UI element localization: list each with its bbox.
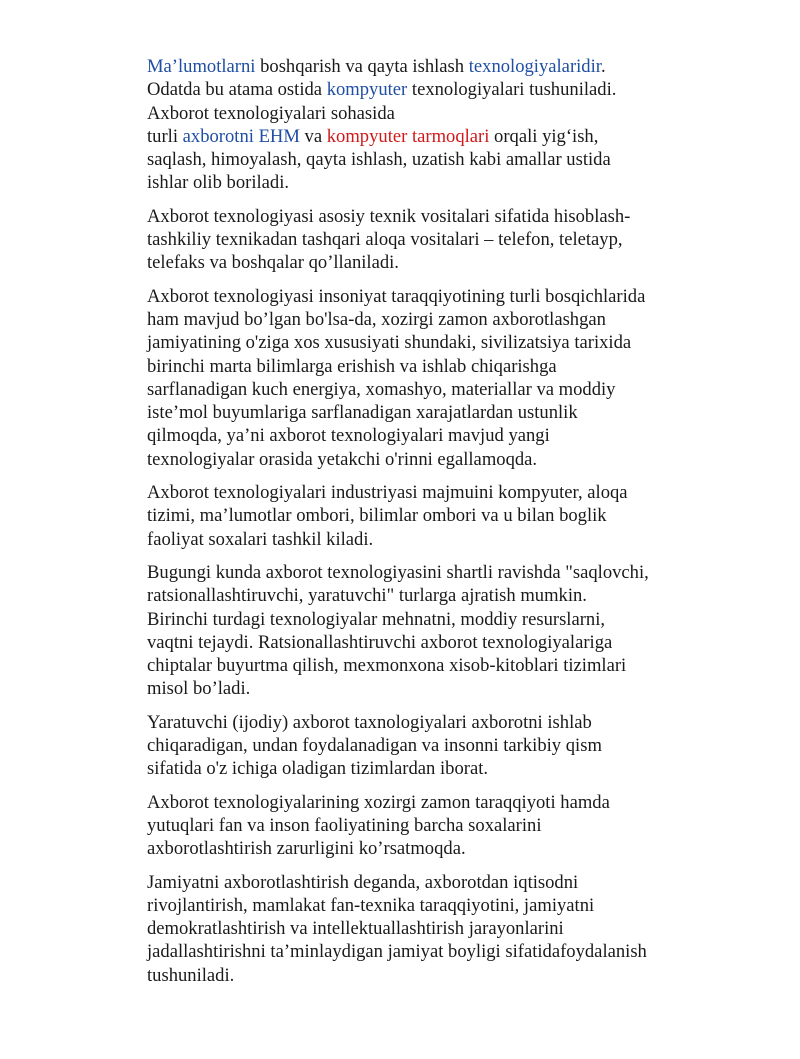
text-line: Birinchi turdagi texnologiyalar mehnatni, moddiy resurslarni, — [147, 608, 606, 630]
text-line: iste’mol buyumlariga sarflanadigan xarajatlardan ustunlik — [147, 402, 578, 424]
text-line: tashkiliy texnikadan tashqari aloqa vositalari – telefon, teletayp, — [147, 229, 623, 251]
text-line: Axborot texnologiyalarining xozirgi zamon taraqqiyoti hamda — [147, 791, 610, 813]
text-line: demokratlashtirish va intellektuallashtirish jarayonlarini — [147, 918, 564, 940]
text-line: sarflanadigan kuch energiya, xomashyo, materiallar va moddiy — [147, 378, 616, 400]
text-line: jadallashtirishni ta’minlaydigan jamiyat boyligi sifatidafoydalanish — [147, 941, 647, 963]
text-line: texnologiyalar orasida yetakchi o'rinni egallamoqda. — [147, 448, 538, 470]
link-ehm[interactable]: EHM — [258, 125, 300, 147]
paragraph-7 — [147, 791, 737, 861]
link-texnologiyalaridir[interactable]: texnologiyalaridir — [468, 56, 601, 77]
text-line: tizimi, ma’lumotlar ombori, bilimlar ombori va u bilan boglik — [147, 505, 607, 527]
text-line: ishlar olib boriladi. — [147, 172, 290, 194]
text-span: orqali yig‘ish, — [489, 125, 599, 147]
text-line: ham mavjud bo’lgan bo'lsa-da, xozirgi zamon axborotlashgan — [147, 308, 606, 330]
link-axborotni[interactable]: axborotni — [182, 125, 254, 147]
text-span: texnologiyalari tushuniladi. — [407, 79, 617, 101]
paragraph-2 — [147, 205, 737, 275]
link-malumotlarni[interactable]: Ma’lumotlarni — [147, 56, 256, 77]
text-span: va — [299, 125, 327, 147]
document-body — [147, 55, 737, 997]
text-line: sifatida o'z ichiga oladigan tizimlardan iborat. — [147, 758, 489, 780]
text-line: axborotlashtirish zarurligini ko’rsatmoqda. — [147, 838, 466, 860]
text-line: Bugungi kunda axborot texnologiyasini shartli ravishda "saqlovchi, — [147, 561, 649, 583]
text-line: saqlash, himoyalash, qayta ishlash, uzatish kabi amallar ustida — [147, 149, 611, 171]
text-span: turli — [147, 125, 183, 147]
text-span: . — [600, 56, 606, 77]
text-line: chiptalar buyurtma qilish, mexmonxona xisob-kitoblari tizimlari — [147, 655, 627, 677]
paragraph-3 — [147, 285, 737, 471]
text-line: Axborot texnologiyalari sohasida — [147, 102, 395, 124]
link-kompyuter[interactable]: kompyuter — [326, 79, 408, 101]
text-line: jamiyatining o'ziga xos xususiyati shundaki, sivilizatsiya tarixida — [147, 332, 632, 354]
text-span: boshqarish va qayta ishlash — [255, 56, 469, 77]
paragraph-6 — [147, 711, 737, 781]
text-line: Axborot texnologiyalari industriyasi majmuini kompyuter, aloqa — [147, 482, 628, 504]
text-line: ratsionallashtiruvchi, yaratuvchi" turlarga ajratish mumkin. — [147, 585, 587, 607]
text-line: chiqaradigan, undan foydalanadigan va insonni tarkibiy qism — [147, 735, 602, 757]
paragraph-1 — [147, 55, 737, 195]
text-line: yutuqlari fan va inson faoliyatining barcha soxalarini — [147, 814, 542, 836]
text-line: birinchi marta bilimlarga erishish va ishlab chiqarishga — [147, 355, 557, 377]
text-line: Yaratuvchi (ijodiy) axborot taxnologiyalari axborotni ishlab — [147, 711, 592, 733]
paragraph-4 — [147, 481, 737, 551]
text-line: rivojlantirish, mamlakat fan-texnika taraqqiyotini, jamiyatni — [147, 894, 595, 916]
text-line: qilmoqda, ya’ni axborot texnologiyalari mavjud yangi — [147, 425, 550, 447]
paragraph-8 — [147, 871, 737, 987]
text-line: Jamiyatni axborotlashtirish deganda, axborotdan iqtisodni — [147, 871, 579, 893]
text-line: misol bo’ladi. — [147, 678, 251, 700]
text-line: Axborot texnologiyasi insoniyat taraqqiyotining turli bosqichlarida — [147, 285, 646, 307]
paragraph-5 — [147, 561, 737, 701]
text-line: tushuniladi. — [147, 964, 235, 986]
text-span: Odatda bu atama ostida — [147, 79, 327, 101]
text-line: faoliyat soxalari tashkil kiladi. — [147, 528, 374, 550]
text-line: vaqtni tejaydi. Ratsionallashtiruvchi axborot texnologiyalariga — [147, 631, 613, 653]
text-line: telefaks va boshqalar qo’llaniladi. — [147, 252, 399, 274]
text-line: Axborot texnologiyasi asosiy texnik vositalari sifatida hisoblash- — [147, 205, 631, 227]
link-kompyuter-tarmoqlari[interactable]: kompyuter tarmoqlari — [326, 125, 490, 147]
